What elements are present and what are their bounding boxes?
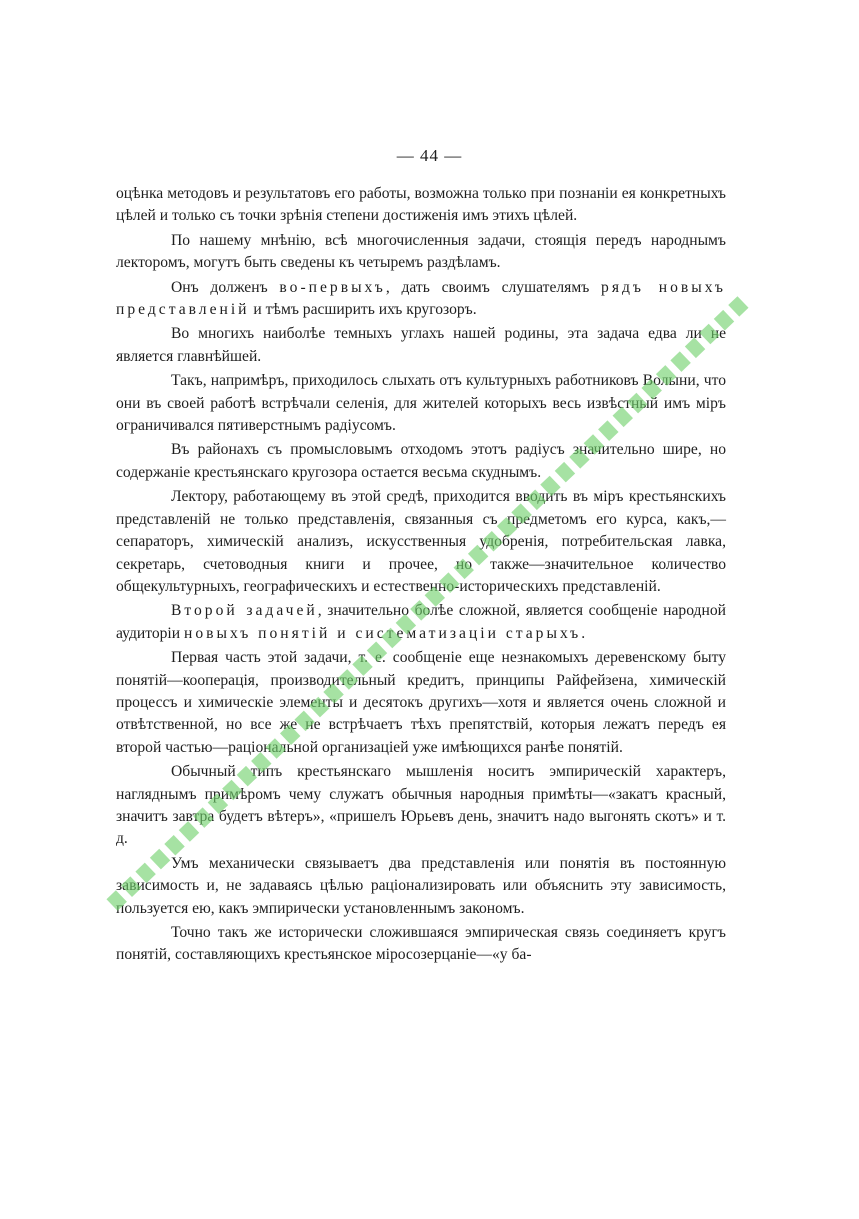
paragraph-8 [116, 600, 726, 645]
paragraph-text: , дать своимъ слушателямъ [385, 278, 602, 296]
paragraph-10 [116, 761, 726, 851]
paragraph-text: Онъ долженъ [171, 278, 280, 296]
paragraph-text: Первая часть этой задачи, т. е. сообщеніе еще незнакомыхъ деревенскому быту понятій—кооперація, производительный кредитъ, принципы Райфейзена, химическій процессъ и химическіе элементы и десятокъ другихъ—хотя и является очень сложной и отвѣтственной, но все же не встрѣчаетъ тѣхъ препятствій, которыя лежатъ передъ ея второй частью—раціональной организаціей уже имѣющихся ранѣе понятій. [116, 649, 726, 756]
paragraph-text: По нашему мнѣнію, всѣ многочисленныя задачи, стоящія передъ народнымъ лекторомъ, могутъ быть сведены къ четыремъ раздѣламъ. [116, 231, 726, 272]
paragraph-text: Точно такъ же исторически сложившаяся эмпирическая связь соединяетъ кругъ понятій, составляющихъ крестьянское міросозерцаніе—«у ба- [116, 924, 726, 964]
paragraph-2 [116, 230, 726, 275]
paragraph-text: Лектору, работающему въ этой средѣ, приходится вводить въ міръ крестьянскихъ представленій не только представленія, связанныя съ предметомъ его курса, какъ,—сепараторъ, химическій анализъ, искусственныя удобренія, потребительская лавка, секретарь, счетоводныя книги и прочее, но также—значительное количество общекультурныхъ, географическихъ и естественно-историческихъ представленій. [116, 488, 726, 595]
paragraph-text: , значительно болѣе сложной, является сообщеніе народной аудиторіи [116, 602, 726, 642]
paragraph-11 [116, 853, 726, 920]
paragraph-1 [116, 183, 726, 228]
spaced-emphasis: во-первыхъ [279, 278, 386, 296]
paragraph-12 [116, 922, 726, 967]
paragraph-7 [116, 486, 726, 598]
paragraph-text: . [581, 624, 586, 642]
spaced-emphasis: новыхъ понятій и систематизаціи старыхъ [184, 624, 582, 642]
page-number: — 44 — [396, 146, 463, 165]
paragraph-9 [116, 647, 726, 759]
paragraph-4 [116, 323, 726, 368]
spaced-emphasis: Второй задачей [171, 602, 318, 620]
paragraph-text: и тѣмъ расширить ихъ кругозоръ. [249, 301, 477, 319]
paragraph-3 [116, 277, 726, 322]
paragraph-6 [116, 439, 726, 484]
paragraph-text: Умъ механически связываетъ два представленія или понятія въ постоянную зависимость и, не задаваясь цѣлью раціонализировать или объяснить эту зависимость, пользуется ею, какъ эмпирически установленнымъ закономъ. [116, 854, 726, 917]
paragraph-5 [116, 370, 726, 437]
paragraph-text: Во многихъ наиболѣе темныхъ углахъ нашей родины, эта задача едва ли не является главнѣйшей. [116, 325, 726, 365]
paragraph-text: Въ районахъ съ промысловымъ отходомъ этотъ радіусъ значительно шире, но содержаніе крестьянскаго кругозора остается весьма скуднымъ. [116, 441, 726, 481]
spaced-emphasis: рядъ новыхъ представленій [116, 278, 726, 319]
paragraph-text: Такъ, напримѣръ, приходилось слыхать отъ культурныхъ работниковъ Волыни, что они въ своей работѣ встрѣчали селенія, для жителей которыхъ весь извѣстный имъ міръ ограничивался пятиверстнымъ радіусомъ. [116, 372, 726, 435]
paragraph-text: Обычный типъ крестьянскаго мышленія носитъ эмпирическій характеръ, нагляднымъ примѣромъ чему служатъ обычныя народныя примѣты—«закатъ красный, значитъ завтра будетъ вѣтеръ», «пришелъ Юрьевъ день, значитъ надо выгонять скотъ» и т. д. [116, 763, 726, 848]
text-body [116, 183, 726, 969]
paragraph-text: оцѣнка методовъ и результатовъ его работы, возможна только при познаніи ея конкретныхъ цѣлей и только съ точки зрѣнія степени достиженія имъ этихъ цѣлей. [116, 185, 726, 225]
